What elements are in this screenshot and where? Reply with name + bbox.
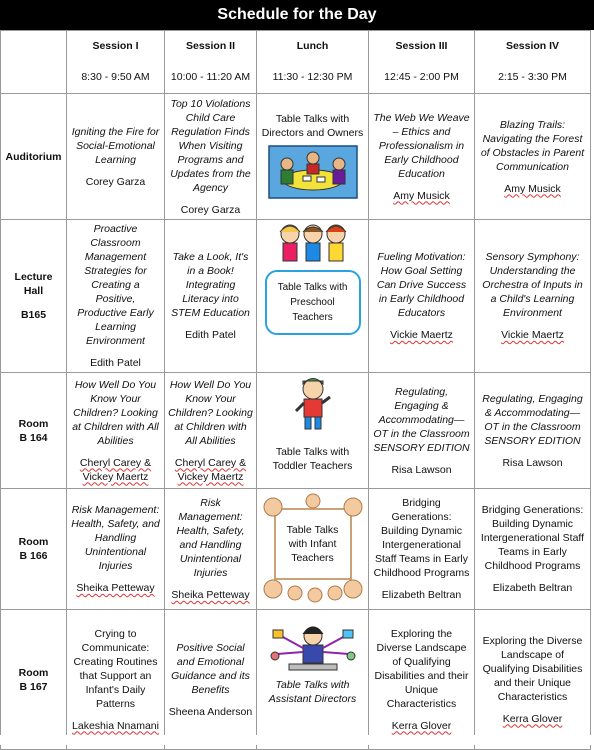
- session-header: Lunch: [257, 31, 369, 62]
- preschool-kids-illustration: [268, 222, 358, 268]
- room-number: B165: [20, 309, 47, 321]
- session-title: Blazing Trails: Navigating the Forest of Obstacles in Parent Communication: [480, 118, 585, 173]
- speaker-name: Corey Garza: [180, 203, 241, 216]
- session-title: Exploring the Diverse Landscape of Qualifying Disabilities and their Unique Characteristics: [482, 634, 583, 703]
- table-row: [1, 610, 591, 750]
- speaker-name: Kerra Glover: [391, 719, 452, 732]
- session-title: Take a Look, It's in a Book! Integrating Literacy into STEM Education: [171, 251, 250, 319]
- session-cell: [369, 373, 475, 489]
- speaker-name: Kerra Glover: [502, 712, 563, 725]
- session-title: Risk Management: Health, Safety, and Handling Unintentional Injuries: [176, 497, 245, 579]
- room-label: [1, 220, 67, 373]
- room-label: [1, 373, 67, 489]
- page-title: Schedule for the Day: [0, 0, 594, 30]
- session-cell: [475, 610, 591, 750]
- session-header: Session II: [165, 31, 257, 62]
- room-name: Auditorium: [5, 150, 62, 163]
- session-title: Bridging Generations: Building Dynamic Intergenerational Staff Teams in Early Childhood Programs: [480, 504, 585, 572]
- session-title: How Well Do You Know Your Children? Looking at Children with All Abilities: [168, 378, 253, 447]
- speaker-name: Amy Musick: [504, 182, 561, 195]
- table-row: [1, 94, 591, 220]
- session-cell: [165, 373, 257, 489]
- speaker-name: Amy Musick: [393, 189, 450, 202]
- lunch-cell: [257, 94, 369, 220]
- speaker-name: Cheryl Carey & Vickey Maertz: [174, 456, 247, 483]
- speaker-name: Cheryl Carey & Vickey Maertz: [79, 456, 152, 483]
- table-row: [1, 373, 591, 489]
- session-cell: [475, 373, 591, 489]
- session-title: Proactive Classroom Management Strategies for Creating a Positive, Productive Early Learning Environment: [77, 223, 154, 347]
- room-name: Room: [18, 536, 49, 548]
- session-title: The Web We Weave – Ethics and Professionalism in Early Childhood Education: [373, 111, 470, 180]
- room-name: Lecture Hall: [14, 271, 53, 297]
- session-title: Bridging Generations: Building Dynamic Intergenerational Staff Teams in Early Childhood Programs: [373, 497, 470, 579]
- session-header: Session III: [369, 31, 475, 62]
- corner-cell: [1, 61, 67, 94]
- multitasking-person-illustration: [267, 614, 359, 672]
- table-row: [1, 220, 591, 373]
- lunch-topic: Table Talks with Preschool Teachers: [277, 282, 348, 323]
- speaker-name: Risa Lawson: [502, 456, 563, 469]
- session-title: Regulating, Engaging & Accommodating—OT in the Classroom SENSORY EDITION: [482, 392, 583, 447]
- speaker-name: Sheena Anderson: [168, 705, 253, 718]
- speaker-name: Sheika Petteway: [76, 582, 155, 594]
- speech-bubble: [265, 270, 361, 335]
- lunch-cell: [257, 373, 369, 489]
- room-number: B 167: [19, 680, 48, 693]
- speaker-name: Lakeshia Nnamani: [72, 719, 159, 732]
- speaker-name: Vickie Maertz: [390, 329, 453, 341]
- session-cell: [165, 489, 257, 610]
- session-title: Risk Management: Health, Safety, and Handling Unintentional Injuries: [71, 504, 160, 572]
- speaker-name: Edith Patel: [185, 329, 236, 341]
- speaker-name: Elizabeth Beltran: [492, 582, 573, 594]
- lunch-topic: Table Talks with Assistant Directors: [268, 679, 357, 705]
- bottom-strip: [0, 735, 594, 745]
- lunch-cell: [257, 610, 369, 750]
- session-title: Regulating, Engaging & Accommodating—OT in the Classroom SENSORY EDITION: [373, 385, 470, 454]
- session-cell: [475, 220, 591, 373]
- session-cell: [369, 489, 475, 610]
- session-cell: [475, 94, 591, 220]
- room-label: [1, 610, 67, 750]
- room-name: Room: [18, 417, 49, 430]
- table-row: [1, 489, 591, 610]
- speaker-name: Vickie Maertz: [501, 329, 564, 341]
- speaker-name: Elizabeth Beltran: [381, 589, 462, 601]
- infant-frame: [261, 493, 365, 605]
- lunch-topic: Table Talks with Directors and Owners: [261, 113, 364, 139]
- lunch-cell: [257, 220, 369, 373]
- header-time-row: [1, 61, 591, 94]
- room-name: Room: [18, 666, 49, 679]
- session-cell: [165, 610, 257, 750]
- lunch-topic: Table Talks with Infant Teachers: [286, 524, 339, 564]
- session-title: Top 10 Violations Child Care Regulation Finds When Visiting Programs and Updates from the Agency: [170, 97, 251, 194]
- session-time: 12:45 - 2:00 PM: [369, 61, 475, 94]
- session-cell: [165, 94, 257, 220]
- session-cell: [67, 220, 165, 373]
- session-title: Crying to Communicate: Creating Routines that Support an Infant's Daily Patterns: [73, 627, 158, 710]
- session-cell: [67, 610, 165, 750]
- lunch-cell: [257, 489, 369, 610]
- session-cell: [369, 610, 475, 750]
- session-time: 2:15 - 3:30 PM: [475, 61, 591, 94]
- session-cell: [369, 94, 475, 220]
- session-time: 10:00 - 11:20 AM: [165, 61, 257, 94]
- room-label: [1, 94, 67, 220]
- session-cell: [67, 373, 165, 489]
- session-title: Exploring the Diverse Landscape of Qualifying Disabilities and their Unique Characteristics: [374, 627, 469, 710]
- session-header: Session IV: [475, 31, 591, 62]
- lunch-topic: Table Talks with Toddler Teachers: [272, 446, 353, 472]
- session-title: How Well Do You Know Your Children? Looking at Children with All Abilities: [72, 378, 159, 447]
- speaker-name: Edith Patel: [90, 357, 141, 369]
- room-number: B 166: [19, 550, 48, 562]
- room-number: B 164: [19, 431, 48, 444]
- speaker-name: Corey Garza: [85, 175, 146, 188]
- session-title: Fueling Motivation: How Goal Setting Can Drive Success in Early Childhood Educators: [376, 251, 467, 319]
- schedule-table: [0, 30, 591, 750]
- toddler-illustration: [293, 375, 333, 433]
- session-cell: [475, 489, 591, 610]
- speaker-name: Sheika Petteway: [171, 589, 250, 601]
- session-cell: [67, 94, 165, 220]
- meeting-table-illustration: [267, 144, 359, 200]
- session-cell: [165, 220, 257, 373]
- session-time: 11:30 - 12:30 PM: [257, 61, 369, 94]
- session-header: Session I: [67, 31, 165, 62]
- session-title: Sensory Symphony: Understanding the Orchestra of Inputs in a Child's Learning Environment: [482, 251, 583, 319]
- session-cell: [67, 489, 165, 610]
- speaker-name: Risa Lawson: [391, 463, 452, 476]
- session-title: Igniting the Fire for Social-Emotional Learning: [71, 125, 160, 166]
- room-label: [1, 489, 67, 610]
- session-cell: [369, 220, 475, 373]
- session-title: Positive Social and Emotional Guidance and its Benefits: [171, 641, 250, 696]
- header-name-row: [1, 31, 591, 62]
- session-time: 8:30 - 9:50 AM: [67, 61, 165, 94]
- corner-cell: [1, 31, 67, 62]
